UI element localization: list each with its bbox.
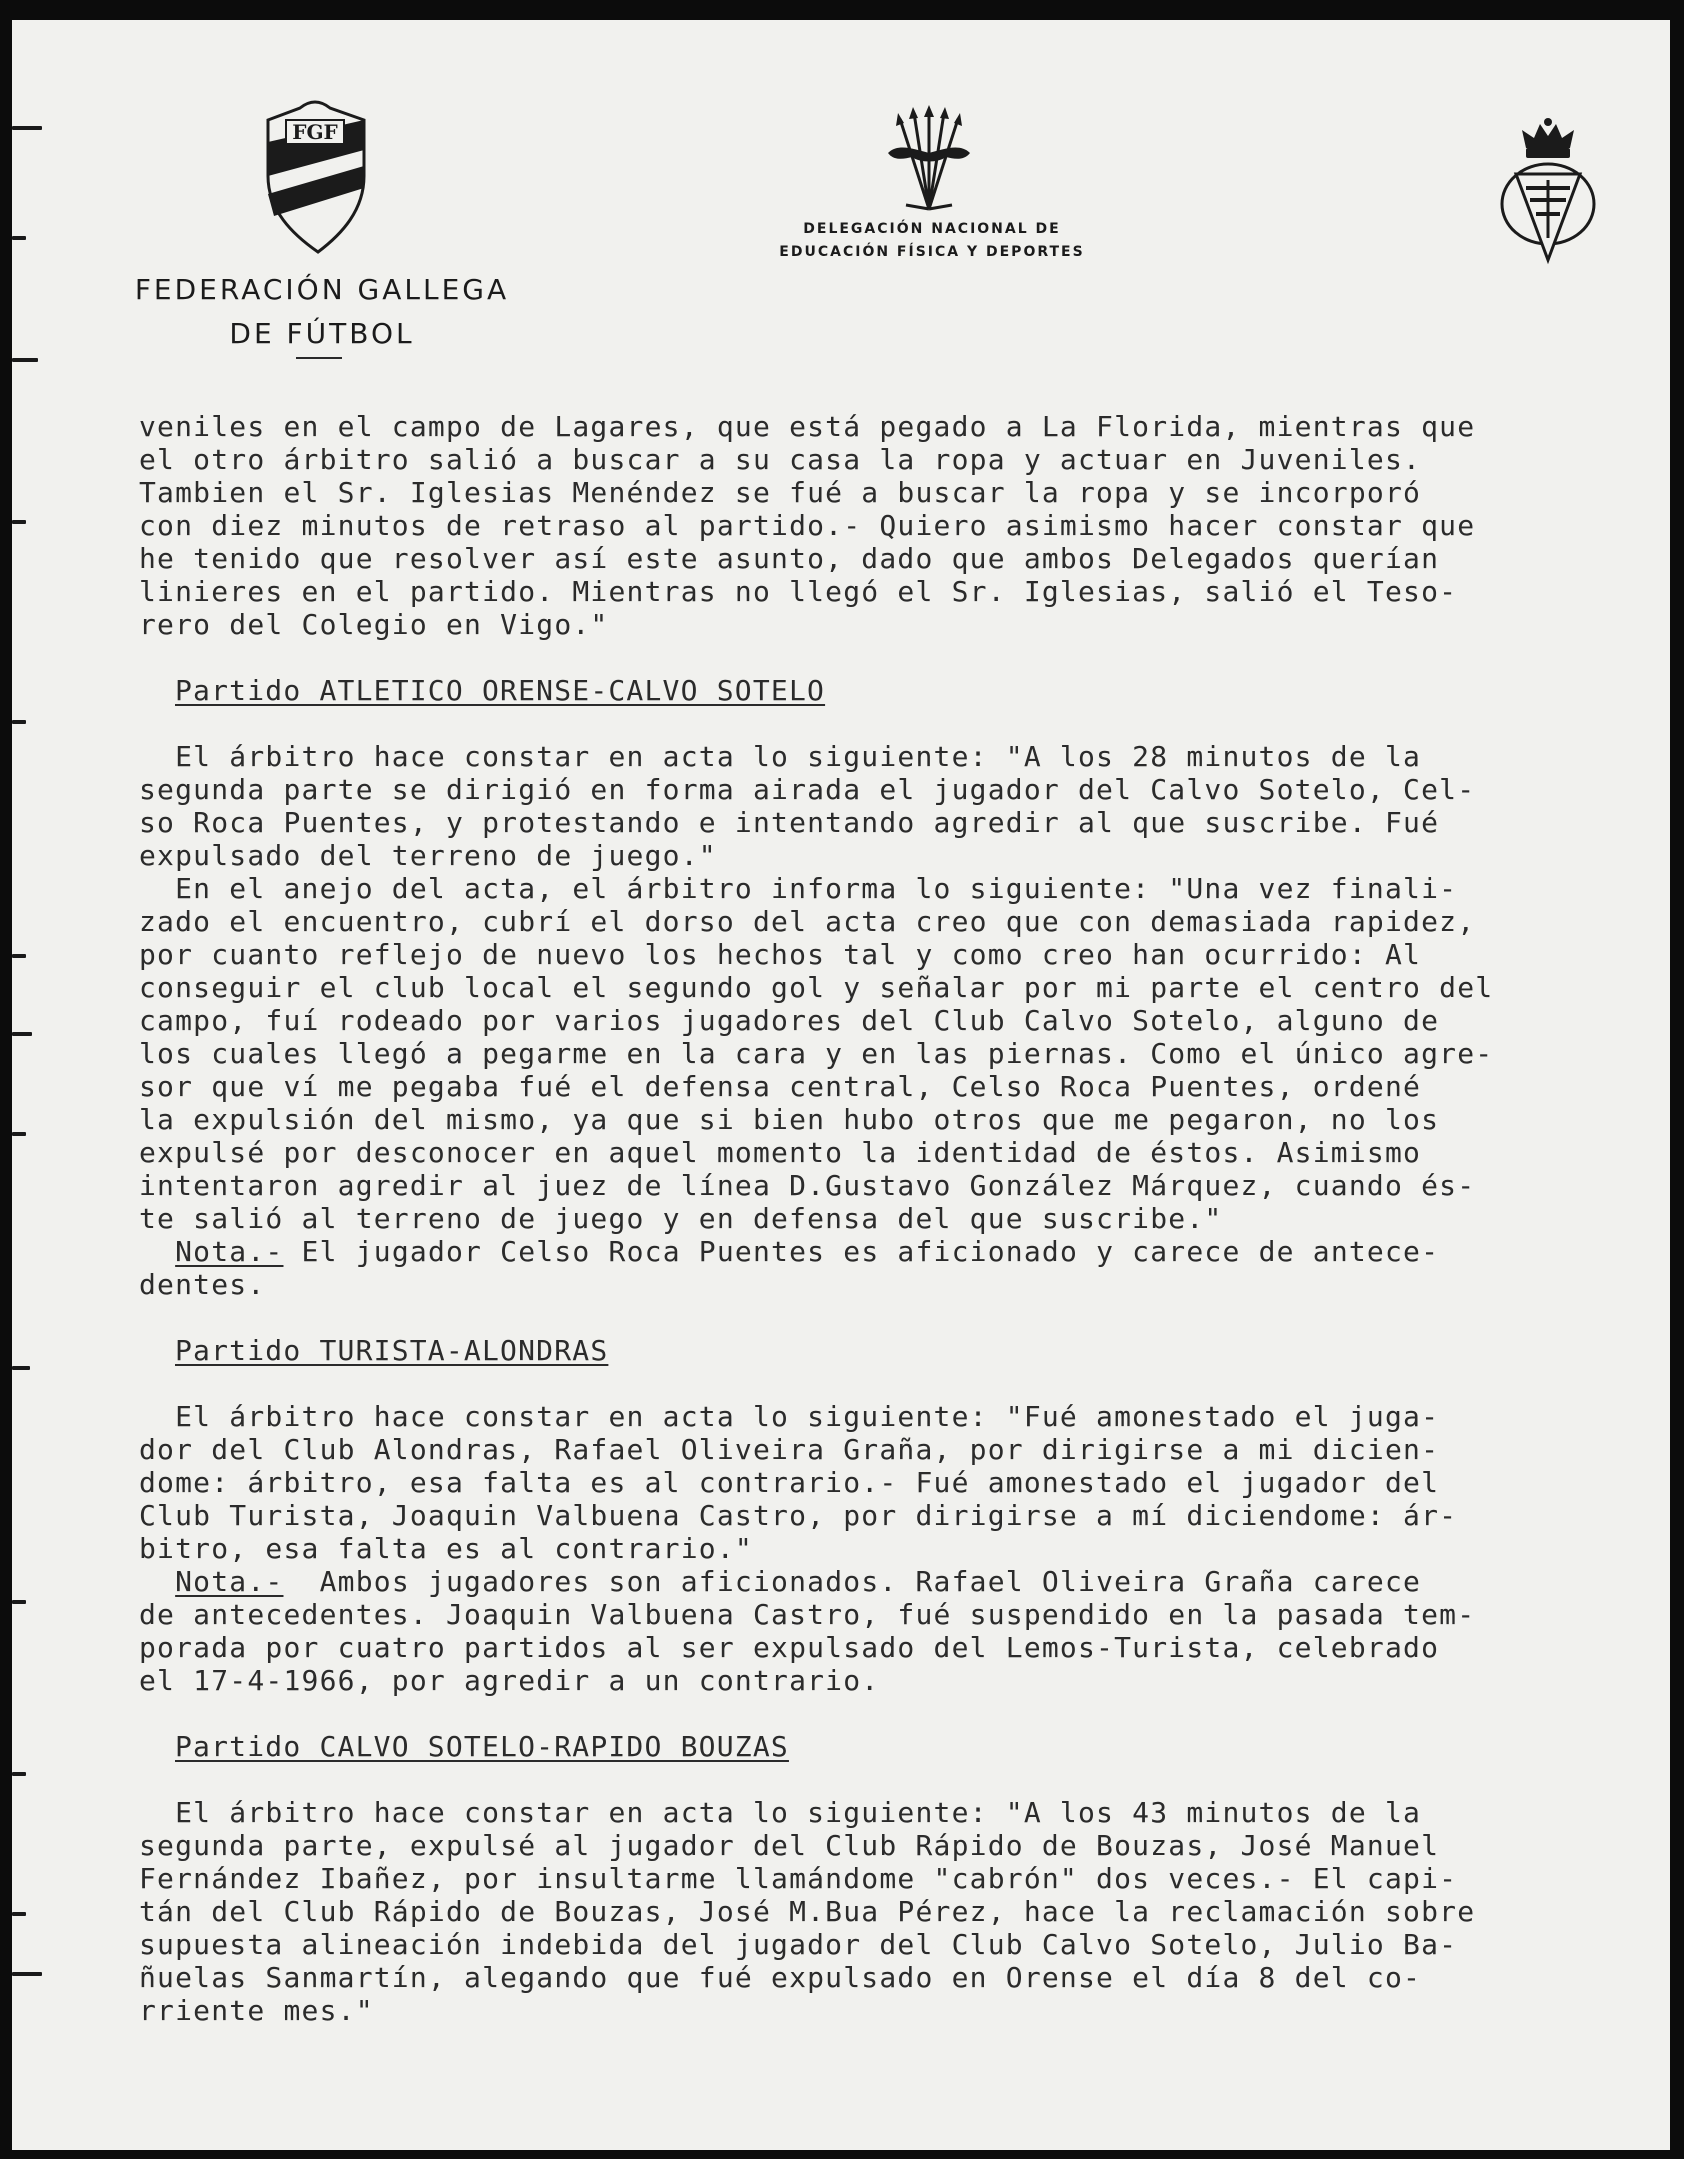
match-heading-text: Partido TURISTA-ALONDRAS (175, 1334, 609, 1367)
match1-annex-report: En el anejo del acta, el árbitro informa lo siguiente: "Una vez finali- zado el encuentro, cubrí el dorso del acta creo que con demasiada rapidez, por cuanto reflejo de nuevo los hechos tal y como creo han ocurrido: Al conseguir el club local el segundo gol y señalar por mi parte el centro del campo, fuí rodeado por varios jugadores del Club Calvo Sotelo, alguno de los cuales llegó a pegarme en la cara y en las piernas. Como el único agre- sor que ví me pegaba fué el defensa central, Celso Roca Puentes, ordené la expulsión del mismo, ya que si bien hubo otros que me pegaron, no los expulsé por desconocer en aquel momento la identidad de éstos. Asimismo intentaron agredir al juez de línea D.Gustavo González Márquez, cuando és- te salió al terreno de juego y en defensa del que suscribe." (139, 872, 1494, 1235)
federation-underline (296, 357, 342, 359)
document-body (139, 410, 1669, 2027)
note-text: Ambos jugadores son aficionados. Rafael Oliveira Graña carece de antecedentes. Joaquin Valbuena Castro, fué suspendido en la pasada tem- porada por cuatro partidos al ser expulsado del Lemos-Turista, celebrado el 17-4-1966, por agredir a un contrario. (139, 1565, 1476, 1697)
yoke-arrows-emblem-icon (884, 105, 974, 215)
match-heading-turista-alondras (139, 1334, 1669, 1367)
note-text: El jugador Celso Roca Puentes es aficionado y carece de antece- dentes. (139, 1235, 1440, 1301)
federation-crest-icon (260, 98, 370, 256)
svg-text:FGF: FGF (292, 120, 338, 144)
binder-mark (12, 126, 42, 130)
binder-mark (12, 358, 38, 362)
match1-note (139, 1235, 1669, 1301)
intro-paragraph: veniles en el campo de Lagares, que está pegado a La Florida, mientras que el otro árbitro salió a buscar a su casa la ropa y actuar en Juveniles. Tambien el Sr. Iglesias Menéndez se fué a buscar la ropa y se incorporó con diez minutos de retraso al partido.- Quiero asimismo hacer constar que he tenido que resolver así este asunto, dado que ambos Delegados querían linieres en el partido. Mientras no llegó el Sr. Iglesias, salió el Teso- rero del Colegio en Vigo." (139, 410, 1476, 641)
delegation-line2: EDUCACIÓN FÍSICA Y DEPORTES (779, 244, 1085, 260)
match-heading-atletico-orense (139, 674, 1669, 707)
binder-mark (12, 1600, 26, 1604)
binder-mark (12, 720, 26, 724)
match2-note (139, 1565, 1669, 1697)
binder-mark (12, 1972, 42, 1976)
match2-referee-report: El árbitro hace constar en acta lo siguiente: "Fué amonestado el juga- dor del Club Alondras, Rafael Oliveira Graña, por dirigirse a mi dicien- dome: árbitro, esa falta es al contrario.- Fué amonestado el jugador del Club Turista, Joaquin Valbuena Castro, por dirigirse a mí diciendome: ár- bitro, esa falta es al contrario." (139, 1400, 1458, 1565)
binder-mark (12, 1366, 30, 1370)
note-label: Nota.- (175, 1565, 284, 1598)
delegation-name (702, 218, 1162, 264)
federation-name (112, 268, 532, 356)
delegation-line1: DELEGACIÓN NACIONAL DE (803, 221, 1061, 237)
binder-mark (12, 954, 26, 958)
federation-name-line2: DE FÚTBOL (229, 317, 415, 350)
binder-mark (12, 1912, 26, 1916)
binder-mark (12, 1032, 32, 1036)
match3-referee-report: El árbitro hace constar en acta lo siguiente: "A los 43 minutos de la segunda parte, expulsé al jugador del Club Rápido de Bouzas, José Manuel Fernández Ibañez, por insultarme llamándome "cabrón" dos veces.- El capi- tán del Club Rápido de Bouzas, José M.Bua Pérez, hace la reclamación sobre supuesta alineación indebida del jugador del Club Calvo Sotelo, Julio Ba- ñuelas Sanmartín, alegando que fué expulsado en Orense el día 8 del co- rriente mes." (139, 1796, 1476, 2027)
binder-mark (12, 520, 26, 524)
binder-mark (12, 1132, 26, 1136)
match-heading-text: Partido ATLETICO ORENSE-CALVO SOTELO (175, 674, 826, 707)
match-heading-calvo-sotelo-rapido-bouzas (139, 1730, 1669, 1763)
binder-mark (12, 1772, 26, 1776)
match-heading-text: Partido CALVO SOTELO-RAPIDO BOUZAS (175, 1730, 789, 1763)
document-page (12, 20, 1670, 2150)
binder-mark (12, 236, 26, 240)
royal-federation-crest-icon (1496, 118, 1600, 266)
note-label: Nota.- (175, 1235, 284, 1268)
match1-referee-report: El árbitro hace constar en acta lo siguiente: "A los 28 minutos de la segunda parte se dirigió en forma airada el jugador del Calvo Sotelo, Cel- so Roca Puentes, y protestando e intentando agredir al que suscribe. Fué expulsado del terreno de juego." (139, 740, 1476, 872)
federation-name-line1: FEDERACIÓN GALLEGA (134, 273, 510, 306)
